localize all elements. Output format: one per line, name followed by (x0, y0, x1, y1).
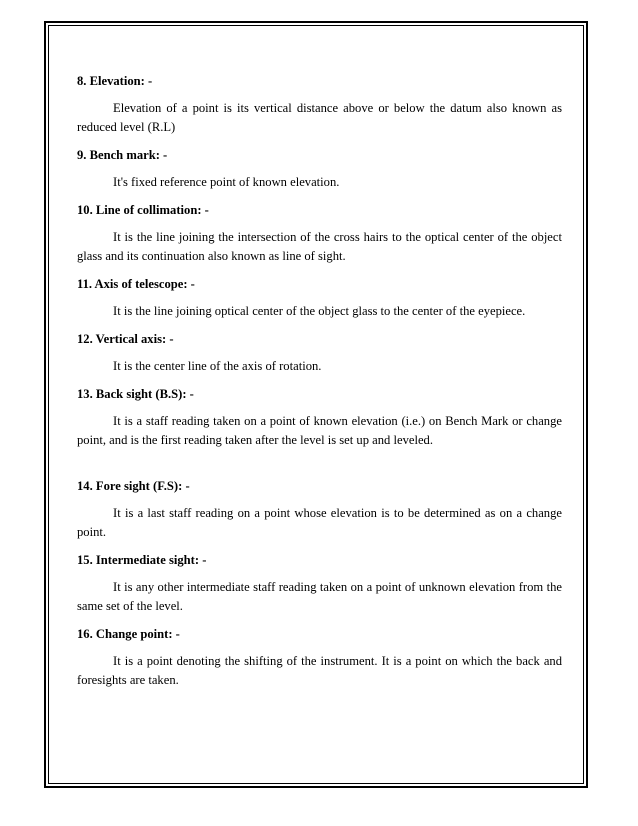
section-heading: 13. Back sight (B.S): - (77, 387, 194, 401)
section-elevation (77, 72, 562, 137)
section-paragraph: It is a last staff reading on a point whose elevation is to be determined as on a change point. (77, 506, 562, 539)
section-line-of-collimation (77, 201, 562, 266)
section-paragraph: Elevation of a point is its vertical distance above or below the datum also known as reduced level (R.L) (77, 101, 562, 134)
section-back-sight (77, 385, 562, 450)
section-paragraph: It is any other intermediate staff reading taken on a point of unknown elevation from the same set of the level. (77, 580, 562, 613)
section-heading: 15. Intermediate sight: - (77, 553, 207, 567)
section-paragraph: It is the line joining optical center of the object glass to the center of the eyepiece. (113, 304, 526, 318)
section-heading: 12. Vertical axis: - (77, 332, 174, 346)
section-axis-of-telescope (77, 275, 562, 321)
section-intermediate-sight (77, 551, 562, 616)
section-bench-mark (77, 146, 562, 192)
section-heading: 9. Bench mark: - (77, 148, 168, 162)
section-change-point (77, 625, 562, 690)
section-fore-sight (77, 477, 562, 542)
section-paragraph: It is the center line of the axis of rotation. (113, 359, 322, 373)
document-body (77, 72, 562, 690)
section-paragraph: It is a staff reading taken on a point of known elevation (i.e.) on Bench Mark or change point, and is the first reading taken after the level is set up and leveled. (77, 414, 562, 447)
section-vertical-axis (77, 330, 562, 376)
section-heading: 8. Elevation: - (77, 74, 153, 88)
section-heading: 11. Axis of telescope: - (77, 277, 195, 291)
section-heading: 14. Fore sight (F.S): - (77, 479, 190, 493)
section-paragraph: It's fixed reference point of known elevation. (113, 175, 340, 189)
section-heading: 10. Line of collimation: - (77, 203, 209, 217)
section-heading: 16. Change point: - (77, 627, 180, 641)
section-paragraph: It is a point denoting the shifting of the instrument. It is a point on which the back and foresights are taken. (77, 654, 562, 687)
section-paragraph: It is the line joining the intersection of the cross hairs to the optical center of the object glass and its continuation also known as line of sight. (77, 230, 562, 263)
